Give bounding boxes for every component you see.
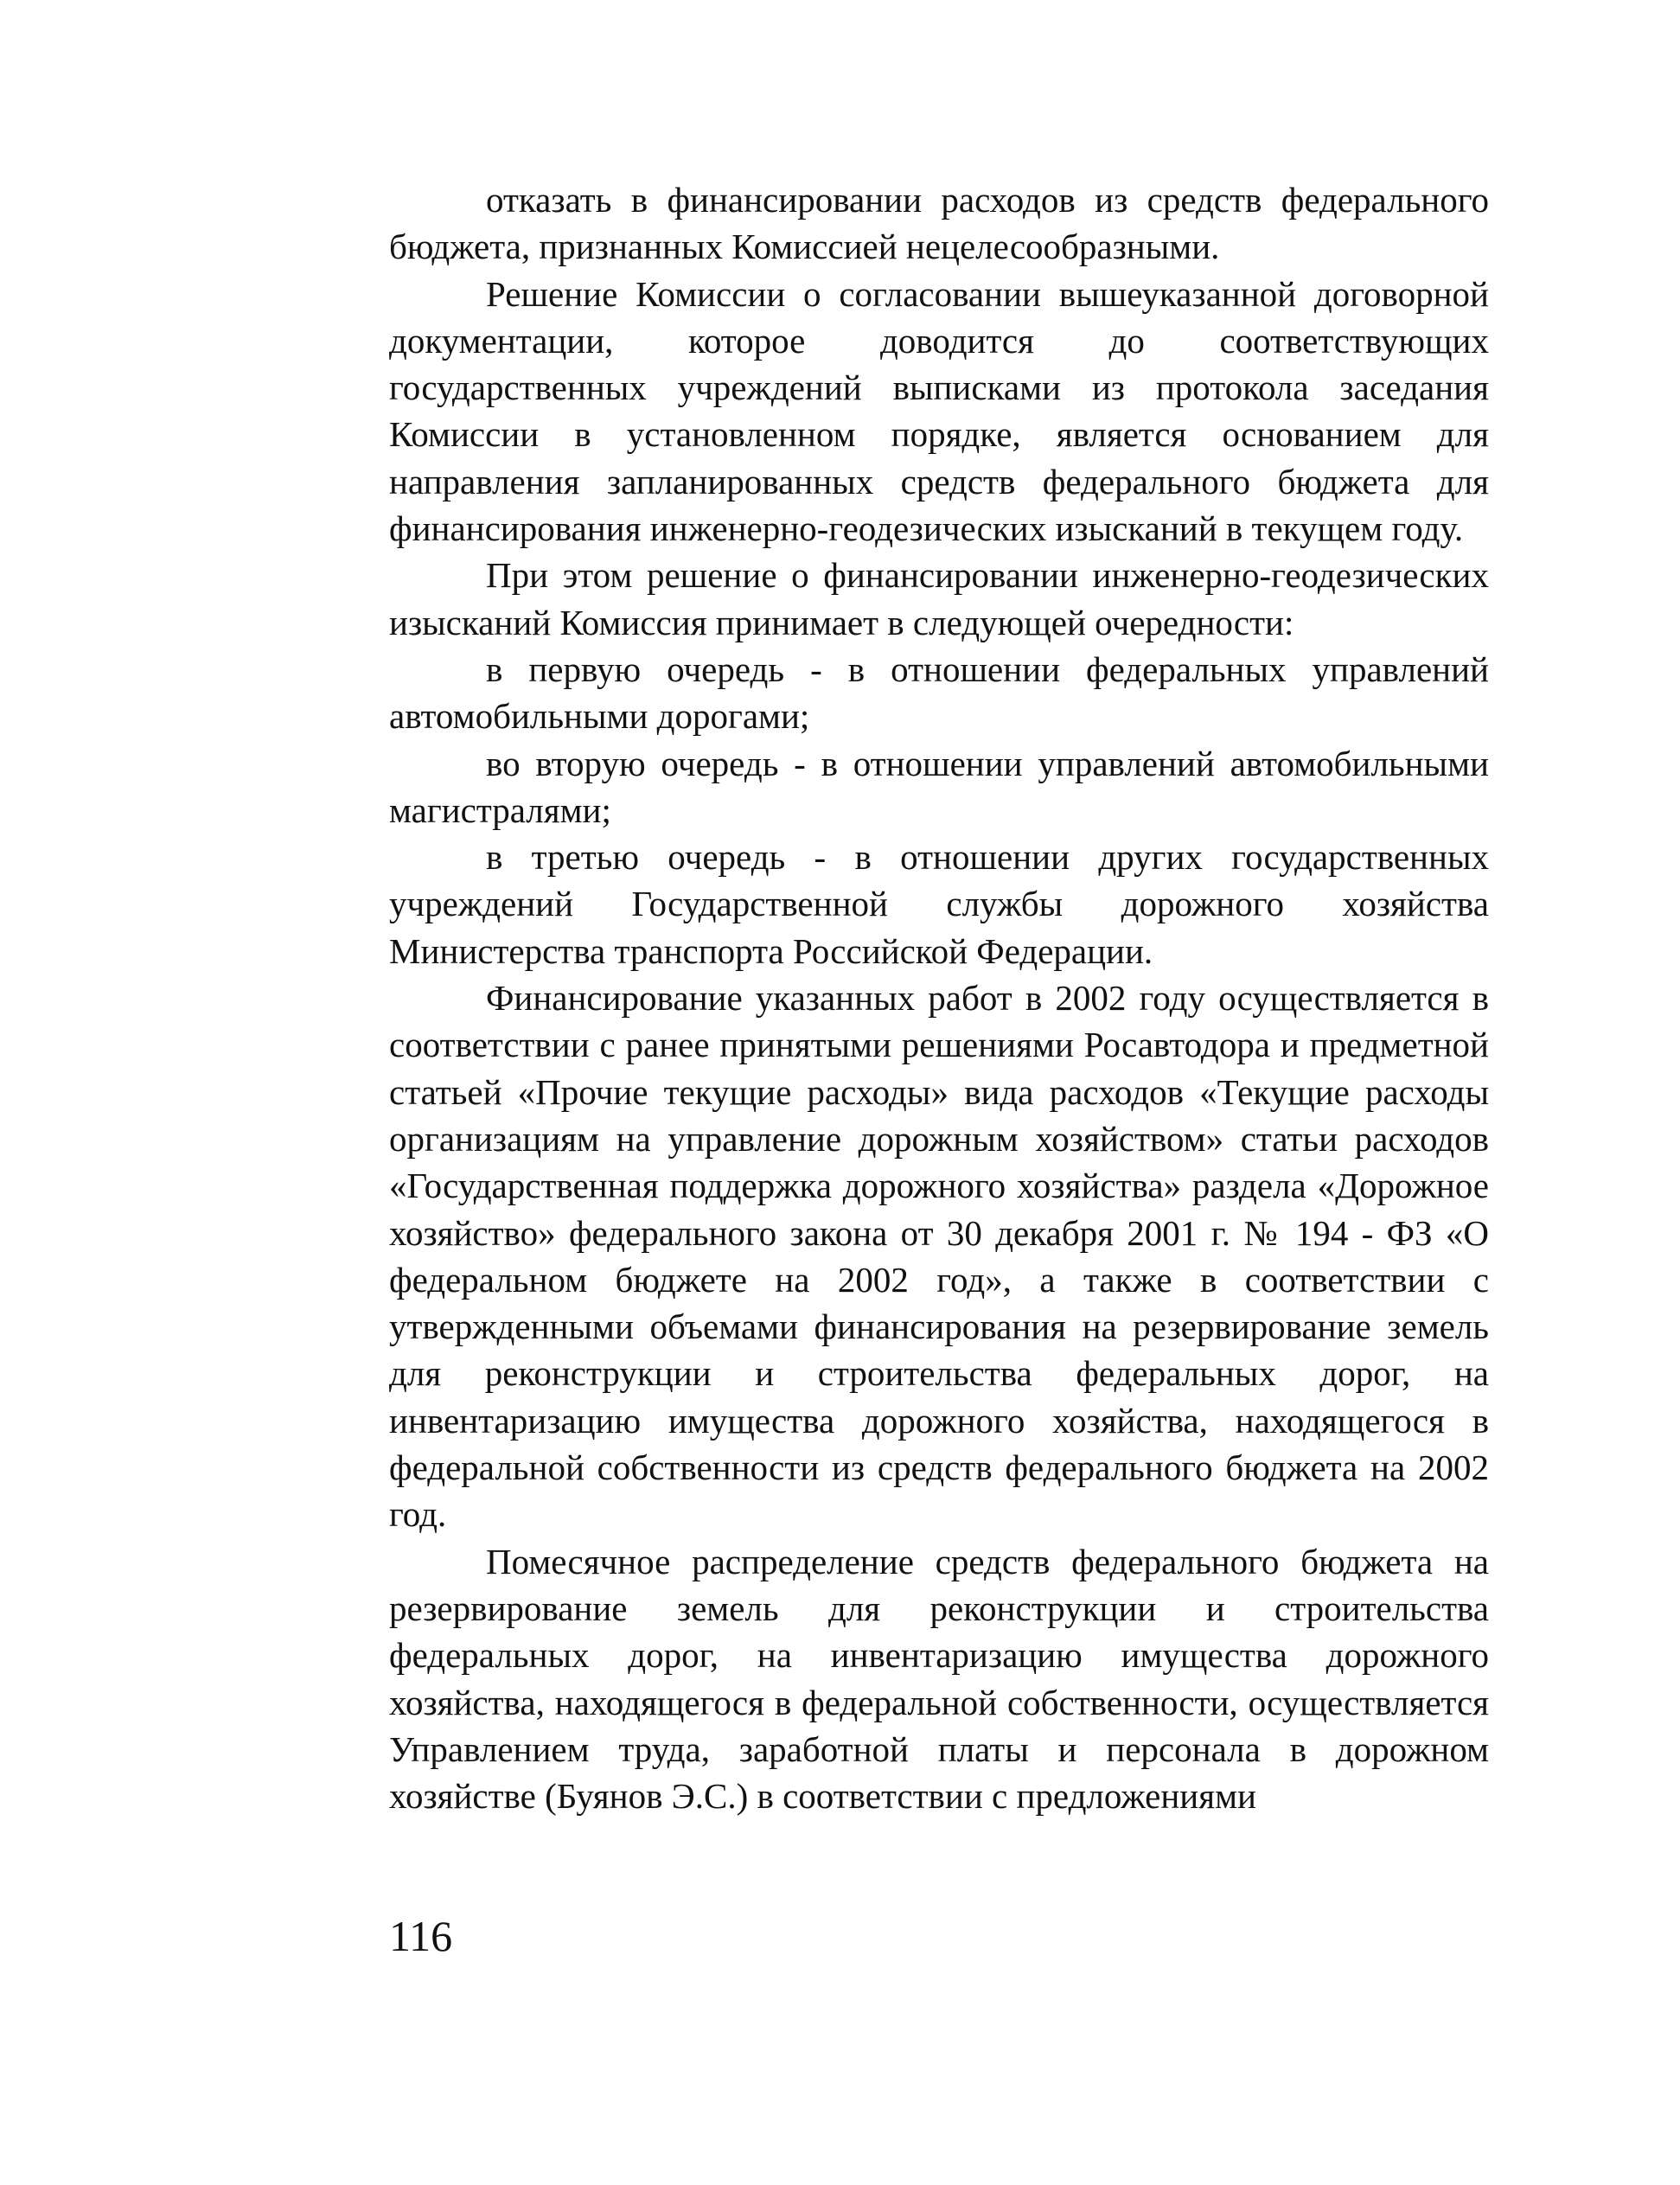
paragraph-priority-first: в первую очередь - в отношении федеральных управлений автомобильными дорогами;	[389, 648, 1489, 737]
paragraph-priority-second: во вторую очередь - в отношении управлений автомобильными магистралями;	[389, 743, 1489, 830]
paragraph-financing-2002: Финансирование указанных работ в 2002 году осуществляется в соответствии с ранее принятыми решениями Росавтодора и предметной статьей «Прочие текущие расходы» вида расходов «Текущие расходы организациям на управление дорожным хозяйством» статьи расходов «Государственная поддержка дорожного хозяйства» раздела «Дорожное хозяйство» федерального закона от 30 декабря 2001 г. № 194 - ФЗ «О федеральном бюджете на 2002 год», а также в соответствии с утвержденными объемами финансирования на резервирование земель для реконструкции и строительства федеральных дорог, на инвентаризацию имущества дорожного хозяйства, находящегося в федеральной собственности из средств федерального бюджета на 2002 год.	[389, 978, 1489, 1535]
paragraph-continuation: отказать в финансировании расходов из средств федерального бюджета, признанных Комиссией нецелесообразными.	[389, 180, 1489, 267]
paragraph-priority-intro: При этом решение о финансировании инженерно-геодезических изысканий Комиссия принимает в следующей очередности:	[389, 555, 1489, 642]
paragraph-commission-decision: Решение Комиссии о согласовании вышеуказанной договорной документации, которое доводится до соответствующих государственных учреждений выписками из протокола заседания Комиссии в установленном порядке, является основанием для направления запланированных средств федерального бюджета для финансирования инженерно-геодезических изысканий в текущем году.	[389, 273, 1489, 549]
page-number: 116	[389, 1912, 453, 1960]
page-body	[389, 176, 1489, 1819]
paragraph-monthly-distribution: Помесячное распределение средств федерального бюджета на резервирование земель для реконструкции и строительства федеральных дорог, на инвентаризацию имущества дорожного хозяйства, находящегося в федеральной собственности, осуществляется Управлением труда, заработной платы и персонала в дорожном хозяйстве (Буянов Э.С.) в соответствии с предложениями	[389, 1541, 1489, 1817]
paragraph-priority-third: в третью очередь - в отношении других государственных учреждений Государственной службы дорожного хозяйства Министерства транспорта Российской Федерации.	[389, 837, 1489, 971]
